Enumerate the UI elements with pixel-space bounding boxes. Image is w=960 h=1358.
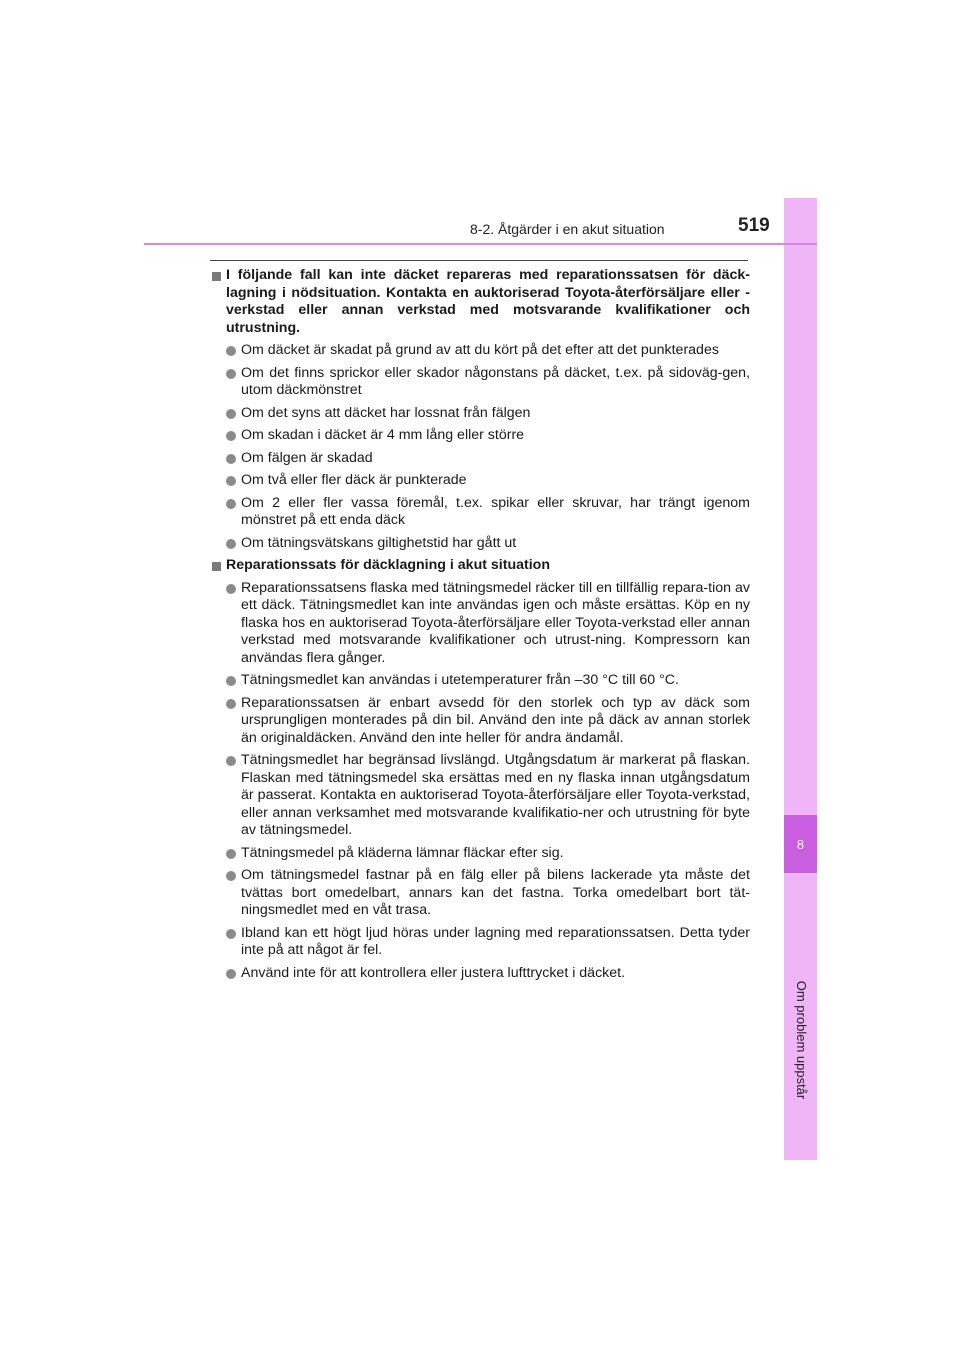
list-item: [226, 672, 750, 690]
chapter-number-box[interactable]: [784, 815, 817, 873]
round-bullet-icon: [226, 756, 236, 766]
list-item-text: Om det finns sprickor eller skador någonstans på däcket, t.ex. på sidoväg-gen, utom däckmönstret: [241, 364, 750, 398]
chapter-number: 8: [796, 836, 805, 852]
list-item: [226, 695, 750, 748]
list-item: [226, 450, 750, 468]
page-number: 519: [738, 215, 770, 236]
page-header-title: 8-2. Åtgärder i en akut situation: [470, 221, 665, 237]
list-item-text: Om 2 eller fler vassa föremål, t.ex. spikar eller skruvar, har trängt igenom mönstret på ett enda däck: [241, 494, 750, 528]
round-bullet-icon: [226, 584, 236, 594]
list-item: [226, 495, 750, 530]
section-repair-limitations: [210, 267, 750, 552]
list-item-text: Om skadan i däcket är 4 mm lång eller större: [241, 427, 525, 443]
list-item: [226, 752, 750, 840]
list-item-text: Ibland kan ett högt ljud höras under lagning med reparationssatsen. Detta tyder inte på att något är fel.: [241, 924, 750, 958]
section-title: I följande fall kan inte däcket repareras med reparationssatsen för däck-lagning i nödsituation. Kontakta en auktoriserad Toyota-återförsäljare eller -verkstad eller annan verkstad med motsvarande kvalifikationer och utrustning.: [226, 267, 750, 336]
list-item: [226, 405, 750, 423]
page-content: [210, 265, 750, 987]
list-item-text: Om två eller fler däck är punkterade: [241, 472, 467, 488]
list-item: [226, 867, 750, 920]
list-item-text: Tätningsmedlet kan användas i utetemperaturer från –30 °C till 60 °C.: [241, 672, 679, 688]
round-bullet-icon: [226, 476, 236, 486]
round-bullet-icon: [226, 431, 236, 441]
list-item: [226, 472, 750, 490]
list-item-text: Använd inte för att kontrollera eller justera lufttrycket i däcket.: [241, 964, 626, 981]
list-item: [226, 535, 750, 553]
round-bullet-icon: [226, 454, 236, 464]
list-item-text: Tätningsmedel på kläderna lämnar fläckar efter sig.: [241, 844, 564, 861]
list-item-text: Om tätningsvätskans giltighetstid har gått ut: [241, 534, 517, 551]
list-item: [226, 925, 750, 960]
list-item: [226, 365, 750, 400]
section-repair-kit: [210, 557, 750, 982]
list-item-text: Om fälgen är skadad: [241, 449, 373, 466]
round-bullet-icon: [226, 969, 236, 979]
list-item-text: Tätningsmedlet har begränsad livslängd. Utgångsdatum är markerat på flaskan. Flaskan med tätningsmedel ska ersättas med en ny flaska innan utgångsdatum är passerat. Kontakta en auktoriserad Toyota-återförsäljare eller Toyota-verkstad, eller annan verksamhet med motsvarande kvalifikatio-ner och utrustning för byte av tätningsmedel.: [241, 752, 750, 838]
list-item-text: Om däcket är skadat på grund av att du kört på det efter att det punkterades: [241, 342, 719, 358]
list-item-text: Om det syns att däcket har lossnat från fälgen: [241, 404, 531, 421]
list-item-text: Om tätningsmedel fastnar på en fälg eller på bilens lackerade yta måste det tvättas bort omedelbart, annars kan det fastna. Torka omedelbart bort tät-ningsmedlet med en våt trasa.: [241, 867, 750, 918]
bullet-list: [226, 580, 750, 983]
list-item-text: Reparationssatsens flaska med tätningsmedel räcker till en tillfällig repara-tion av ett däck. Tätningsmedlet kan inte användas igen och måste ersättas. Köp en ny flaska hos en auktoriserad Toyota-återförsäljare eller Toyota-verkstad eller annan verkstad med motsvarande kvalifikationer och utrust-ning. Kompressorn kan användas flera gånger.: [241, 579, 750, 666]
round-bullet-icon: [226, 676, 236, 686]
bullet-list: [226, 342, 750, 552]
round-bullet-icon: [226, 409, 236, 419]
round-bullet-icon: [226, 539, 236, 549]
round-bullet-icon: [226, 849, 236, 859]
list-item: [226, 580, 750, 668]
section-title: Reparationssats för däcklagning i akut situation: [226, 557, 551, 573]
round-bullet-icon: [226, 699, 236, 709]
square-bullet-icon: [212, 562, 221, 571]
round-bullet-icon: [226, 499, 236, 509]
list-item: [226, 342, 750, 360]
list-item: [226, 427, 750, 445]
round-bullet-icon: [226, 929, 236, 939]
header-divider: [144, 243, 817, 245]
list-item-text: Reparationssatsen är enbart avsedd för den storlek och typ av däck som ursprungligen monterades på din bil. Använd den inte på däck av annan storlek än originaldäcken. Använd den inte heller för andra ändamål.: [241, 694, 750, 746]
round-bullet-icon: [226, 369, 236, 379]
square-bullet-icon: [212, 272, 221, 281]
content-top-divider: [210, 260, 748, 261]
chapter-label: Om problem uppstår: [794, 980, 809, 1100]
round-bullet-icon: [226, 346, 236, 356]
list-item: [226, 845, 750, 863]
round-bullet-icon: [226, 871, 236, 881]
list-item: [226, 965, 750, 983]
